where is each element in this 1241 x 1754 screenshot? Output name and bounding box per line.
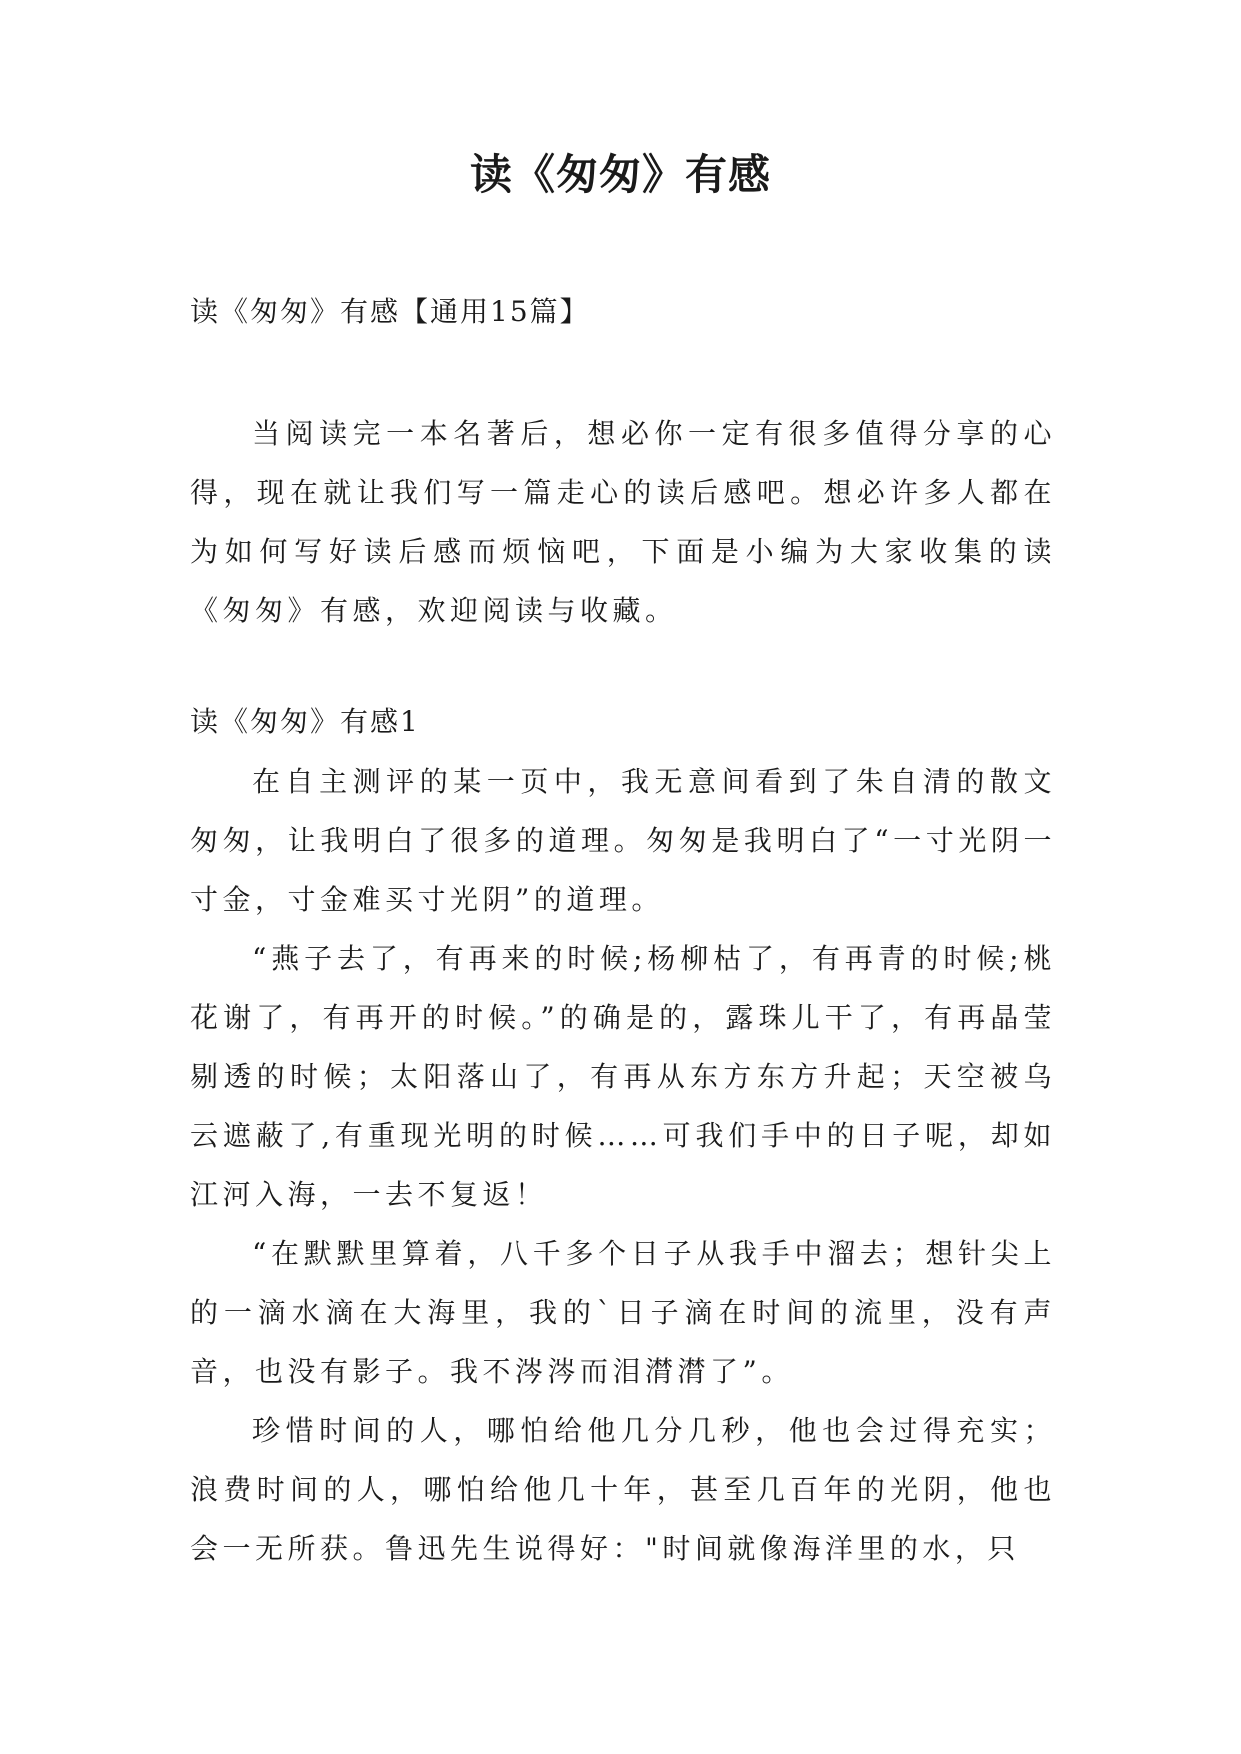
document-subtitle: 读《匆匆》有感【通用15篇】: [190, 295, 590, 328]
intro-paragraph: 当阅读完一本名著后，想必你一定有很多值得分享的心得，现在就让我们写一篇走心的读后感吧。想必许多人都在为如何写好读后感而烦恼吧，下面是小编为大家收集的读《匆匆》有感，欢迎阅读与收藏。: [190, 417, 1056, 627]
paragraph: “燕子去了，有再来的时候;杨柳枯了，有再青的时候;桃花谢了，有再开的时候。”的确是的，露珠儿干了，有再晶莹剔透的时候；太阳落山了，有再从东方东方升起；天空被乌云遮蔽了,有重现光明的时候……可我们手中的日子呢，却如江河入海，一去不复返！: [190, 942, 1056, 1211]
section-body: [190, 752, 1056, 1578]
intro-section: [190, 404, 1056, 640]
paragraph: 珍惜时间的人，哪怕给他几分几秒，他也会过得充实；浪费时间的人，哪怕给他几十年，甚至几百年的光阴，他也会一无所获。鲁迅先生说得好："时间就像海洋里的水，只: [190, 1414, 1056, 1565]
paragraph: “在默默里算着，八千多个日子从我手中溜去；想针尖上的一滴水滴在大海里，我的`日子滴在时间的流里，没有声音，也没有影子。我不涔涔而泪潸潸了”。: [190, 1237, 1056, 1388]
section-heading: 读《匆匆》有感1: [190, 705, 420, 738]
paragraph: 在自主测评的某一页中，我无意间看到了朱自清的散文匆匆，让我明白了很多的道理。匆匆是我明白了“一寸光阴一寸金，寸金难买寸光阴”的道理。: [190, 765, 1056, 916]
document-title: 读《匆匆》有感: [469, 150, 771, 199]
